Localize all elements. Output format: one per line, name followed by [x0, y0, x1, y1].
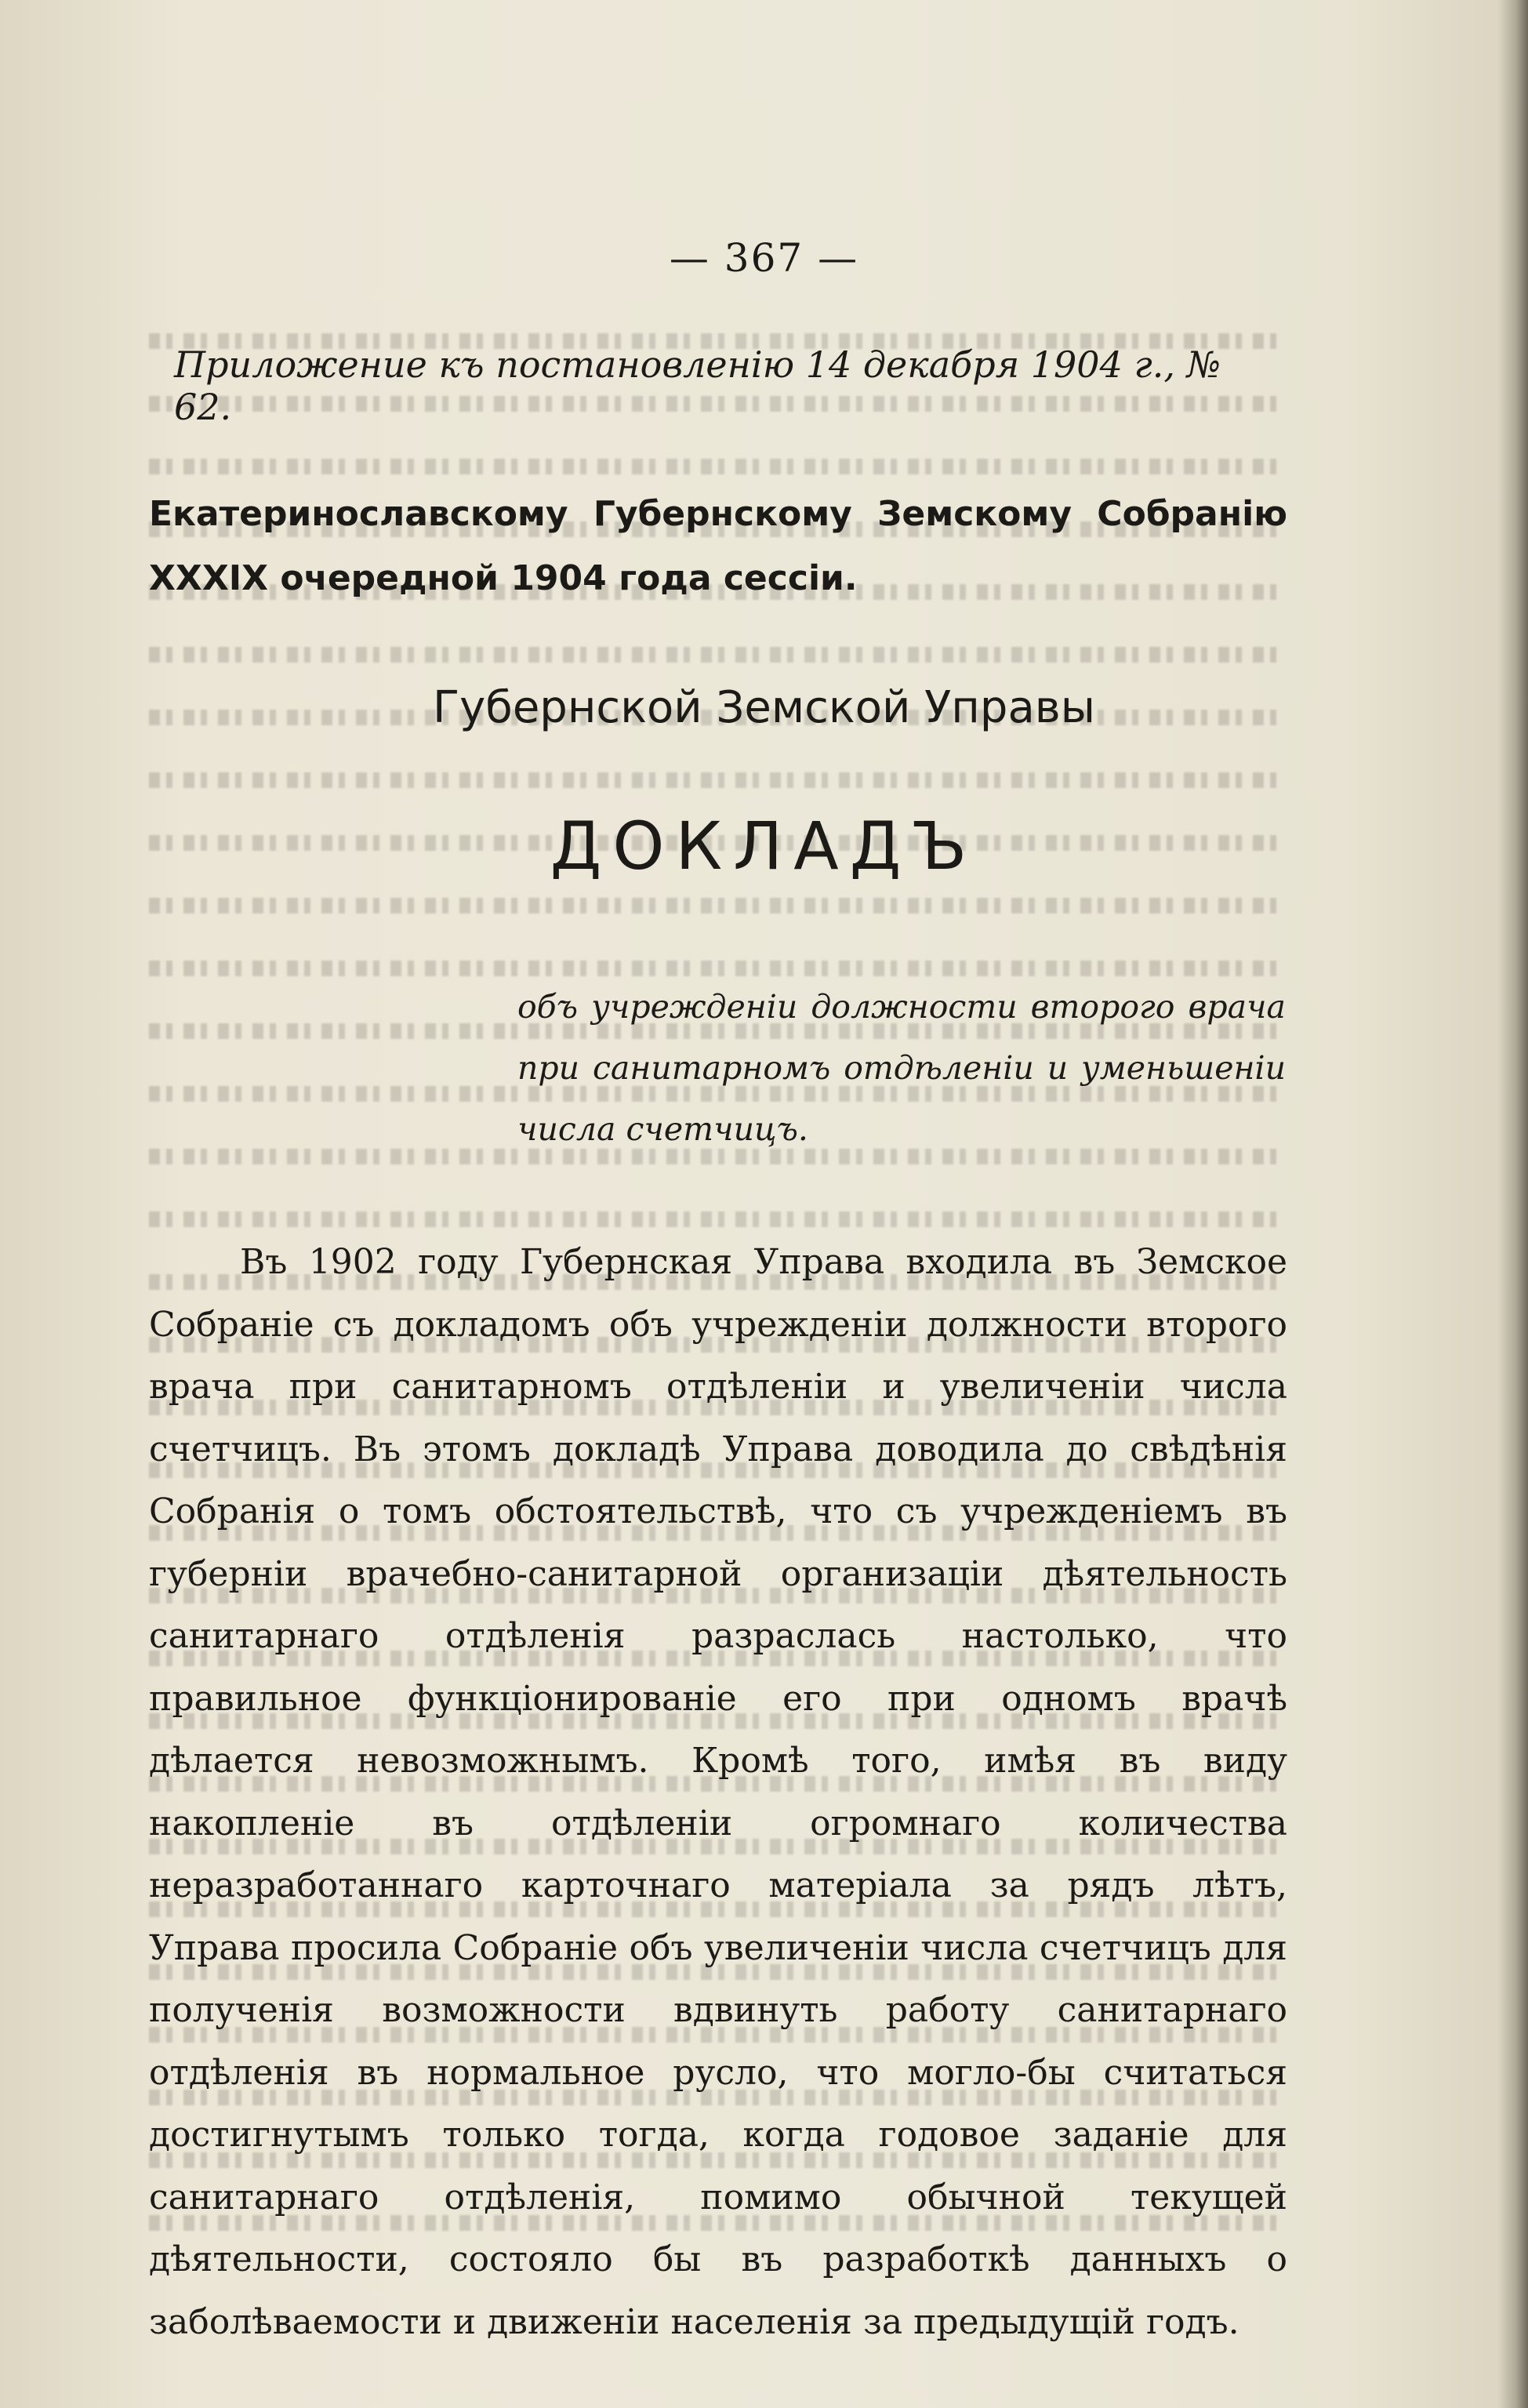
- bleed-through-line: [149, 459, 1286, 474]
- report-subject: объ учрежденіи должности второго врача при санитарномъ отдѣленіи и уменьшеніи числа счетчицъ.: [517, 988, 1286, 1148]
- issuing-authority: Губернской Земской Управы: [432, 682, 1095, 733]
- bleed-through-line: [149, 772, 1286, 788]
- page-number: — 367 —: [669, 235, 859, 281]
- body-paragraph: Въ 1902 году Губернская Управа входила въ Земское Собраніе съ докладомъ объ учрежденіи должности второго врача при санитарномъ отдѣленіи и увеличеніи числа счетчицъ. Въ этомъ докладѣ Управа доводила до свѣдѣнія Собранія о томъ обстоятельствѣ, что съ учрежденіемъ въ губерніи врачебно-санитарной организаціи дѣятельность санитарнаго отдѣленія разраслась настолько, что правильное функціонированіе его при одномъ врачѣ дѣлается невозможнымъ. Кромѣ того, имѣя въ виду накопленіе въ отдѣленіи огромнаго количества неразработаннаго карточнаго матеріала за рядъ лѣтъ, Управа просила Собраніе объ увеличеніи числа счетчицъ для полученія возможности вдвинуть работу санитарнаго отдѣленія въ нормальное русло, что могло-бы считаться достигнутымъ только тогда, когда годовое заданіе для санитарнаго отдѣленія, помимо обычной текущей дѣятельности, состояло бы въ разработкѣ данныхъ о заболѣваемости и движеніи населенія за предыдущій годъ.: [149, 1242, 1287, 2342]
- book-spine-shadow: [1498, 0, 1528, 2408]
- document-title: ДОКЛАДЪ: [550, 808, 978, 884]
- bleed-through-line: [149, 898, 1286, 913]
- addressee-heading: Екатеринославскому Губернскому Земскому Собранію XXXIX очередной 1904 года сессіи.: [149, 494, 1287, 598]
- bleed-through-line: [149, 647, 1286, 663]
- appendix-reference: Приложение къ постановленію 14 декабря 1904 г., № 62.: [174, 343, 1221, 428]
- bleed-through-line: [149, 961, 1286, 976]
- report-body: [149, 1231, 1287, 2353]
- bleed-through-line: [149, 1211, 1286, 1227]
